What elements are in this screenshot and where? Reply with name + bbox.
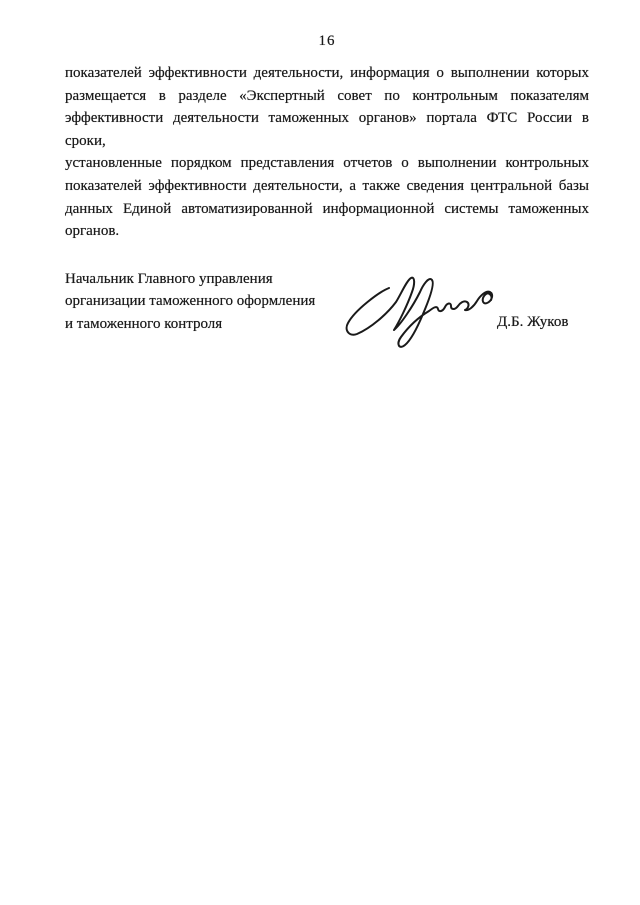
signoff-title-line: и таможенного контроля — [65, 315, 223, 332]
handwritten-signature-icon — [341, 266, 501, 350]
signer-name: Д.Б. Жуков — [497, 314, 569, 330]
paragraph-line: эффективности деятельности таможенных органов» портала ФТС России в сроки, — [65, 110, 589, 149]
paragraph-line: показателей эффективности деятельности, а также сведения центральной базы — [65, 177, 589, 194]
paragraph-line: установленные порядком представления отчетов о выполнении контрольных — [65, 155, 589, 172]
page-number: 16 — [318, 33, 336, 49]
paragraph-line: размещается в разделе «Экспертный совет по контрольным показателям — [65, 87, 589, 104]
signoff-title-line: Начальник Главного управления — [65, 271, 273, 287]
paragraph-line: органов. — [65, 223, 120, 240]
signoff-title — [65, 268, 365, 335]
paragraph-line: показателей эффективности деятельности, информация о выполнении которых — [65, 65, 589, 81]
paragraph-line: данных Единой автоматизированной информационной системы таможенных — [65, 200, 589, 217]
signoff-title-line: организации таможенного оформления — [65, 293, 316, 310]
body-paragraph — [65, 62, 589, 243]
